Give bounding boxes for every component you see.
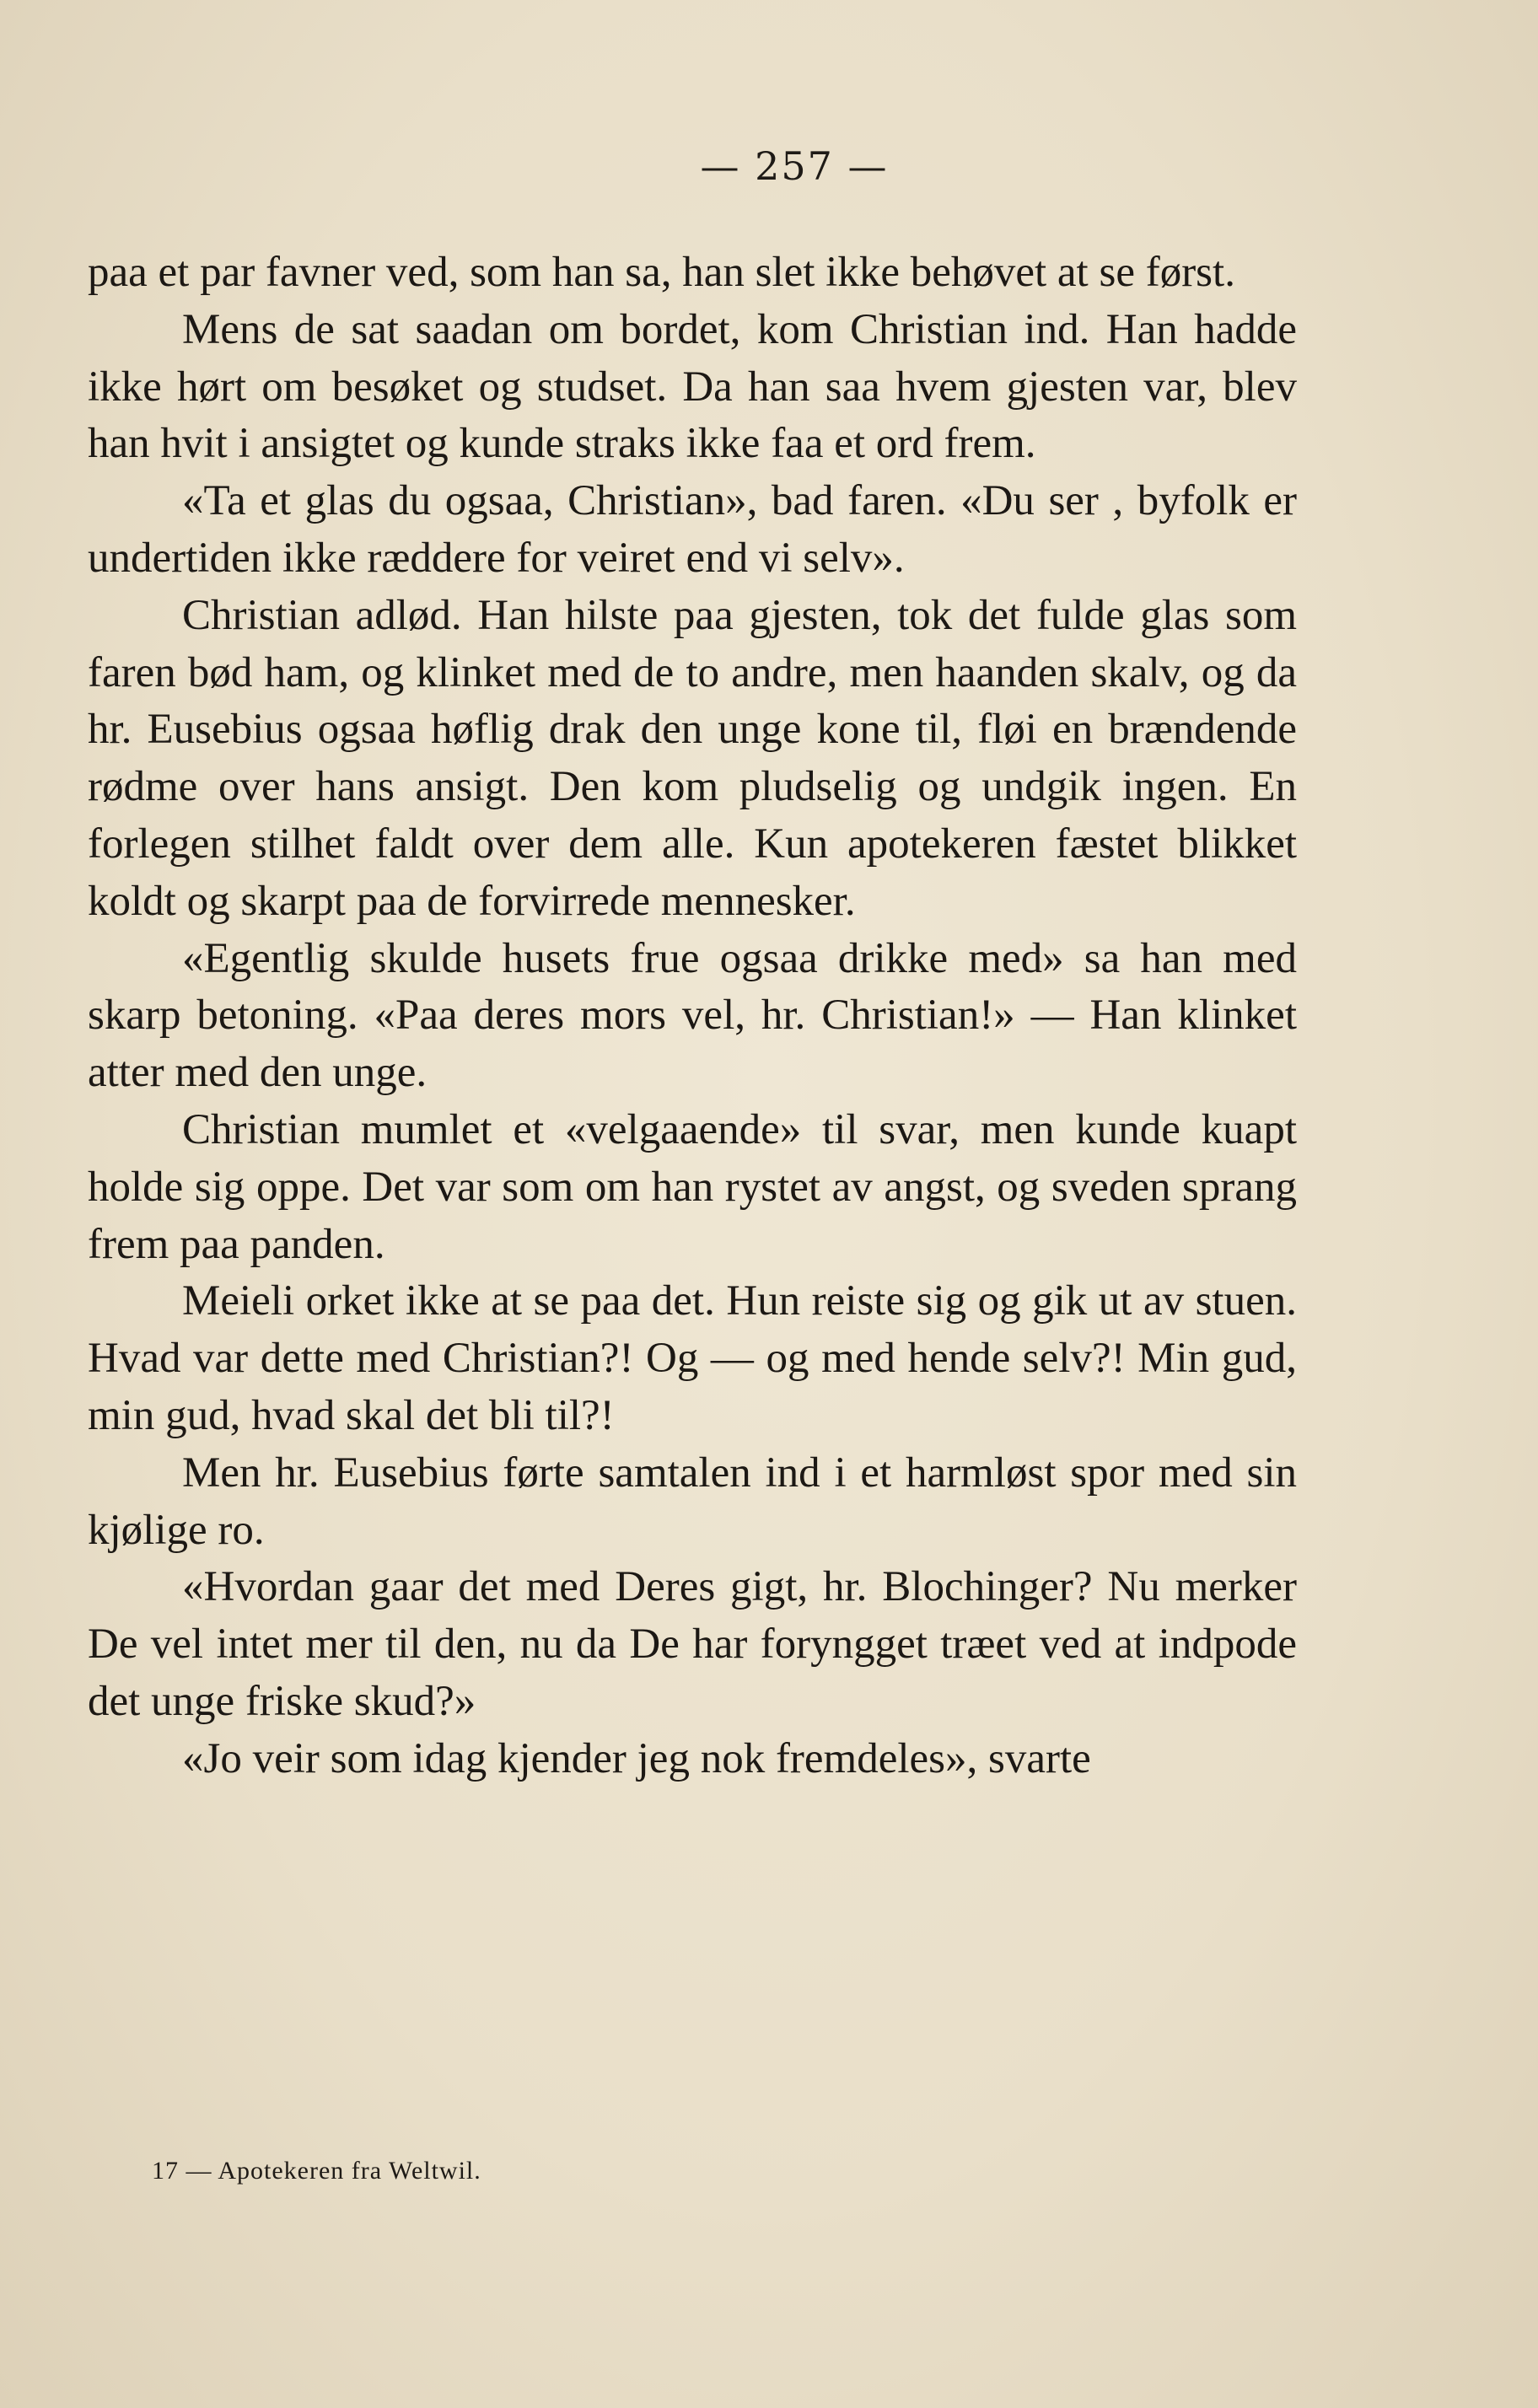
paragraph: Mens de sat saadan om bordet, kom Christian ind. Han hadde ikke hørt om besøket og studset. Da han saa hvem gjesten var, blev han hvit i ansigtet og kunde straks ikke faa et ord frem. bbox=[88, 305, 1297, 468]
paragraph: «Egentlig skulde husets frue ogsaa drikke med» sa han med skarp betoning. «Paa deres mors vel, hr. Christian!» — Han klinket atter med den unge. bbox=[88, 934, 1297, 1097]
page-body bbox=[88, 245, 1297, 1788]
paragraph: Christian mumlet et «velgaaende» til svar, men kunde kuapt holde sig oppe. Det var som om han rystet av angst, og sveden sprang frem paa panden. bbox=[88, 1105, 1297, 1268]
paragraph: «Ta et glas du ogsaa, Christian», bad faren. «Du ser , byfolk er undertiden ikke ræddere for veiret end vi selv». bbox=[88, 477, 1297, 582]
paragraph-continuation: paa et par favner ved, som han sa, han slet ikke behøvet at se først. bbox=[88, 249, 1235, 296]
paragraph: Men hr. Eusebius førte samtalen ind i et harmløst spor med sin kjølige ro. bbox=[88, 1449, 1297, 1554]
signature-mark: 17 — Apotekeren fra Weltwil. bbox=[152, 2157, 481, 2185]
page-number: — 257 — bbox=[700, 143, 889, 189]
paragraph: Meieli orket ikke at se paa det. Hun reiste sig og gik ut av stuen. Hvad var dette med Christian?! Og — og med hende selv?! Min gud, min gud, hvad skal det bli til?! bbox=[88, 1277, 1297, 1439]
paragraph: Christian adlød. Han hilste paa gjesten, tok det fulde glas som faren bød ham, og klinket med de to andre, men haanden skalv, og da hr. Eusebius ogsaa høflig drak den unge kone til, fløi en brændende rødme over hans ansigt. Den kom pludselig og undgik ingen. En forlegen stilhet faldt over dem alle. Kun apotekeren fæstet blikket koldt og skarpt paa de forvirrede mennesker. bbox=[88, 591, 1297, 925]
paragraph: «Jo veir som idag kjender jeg nok fremdeles», svarte bbox=[182, 1734, 1091, 1782]
paragraph: «Hvordan gaar det med Deres gigt, hr. Blochinger? Nu merker De vel intet mer til den, nu da De har foryngget træet ved at indpode det unge friske skud?» bbox=[88, 1563, 1297, 1725]
